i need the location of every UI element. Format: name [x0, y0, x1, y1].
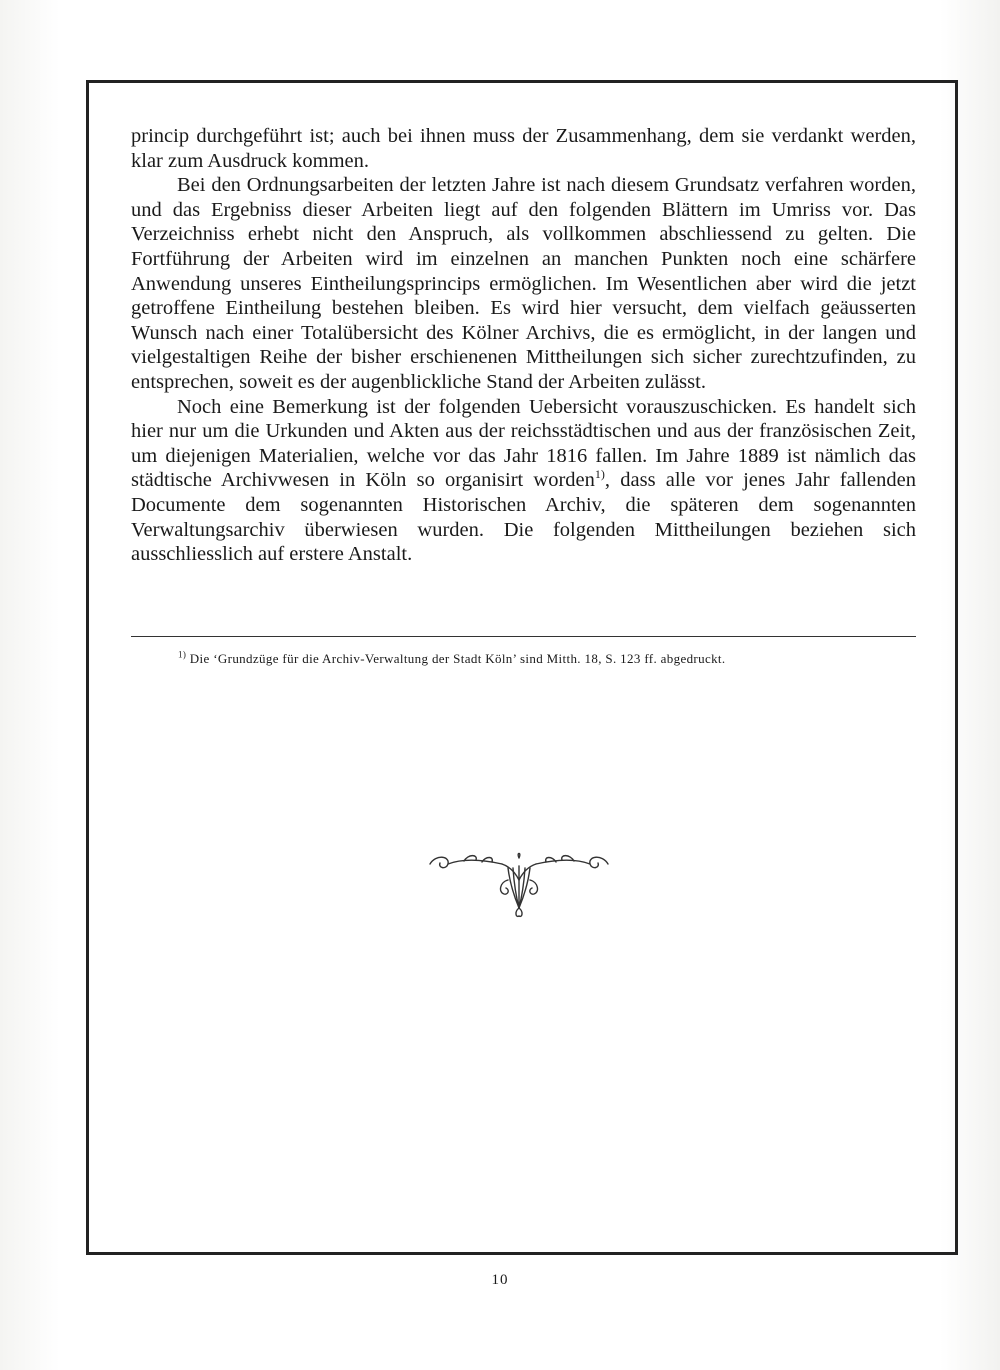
- page-number: 10: [491, 1272, 509, 1288]
- paragraph-1-text: princip durchgeführt ist; auch bei ihnen muss der Zusammenhang, dem sie verdankt werden, klar zum Ausdruck kommen.: [131, 125, 916, 172]
- paragraph-3-text-start: Noch eine Bemerkung ist der folgenden Uebersicht vorauszuschicken. Es handelt sich hier nur um die Urkunden und Akten aus der reichsstädtischen und aus der französischen Zeit, um diejenigen Materialien, welche vor das Jahr 1816 fallen. Im Jahre 1889 ist nämlich das städtische Archivwesen in Köln so organisirt worden: [131, 395, 916, 492]
- floral-ornament-icon: [424, 850, 614, 920]
- footnote-text: Die ‘Grundzüge für die Archiv-Verwaltung der Stadt Köln’ sind Mitth. 18, S. 123 ff. abgedruckt.: [186, 651, 726, 666]
- body-text: [131, 124, 916, 567]
- footnote: [178, 650, 918, 668]
- paragraph-2: [131, 173, 916, 394]
- footnote-divider: [131, 636, 916, 637]
- footnote-reference: 1): [594, 467, 605, 482]
- paragraph-3: [131, 395, 916, 567]
- paragraph-1: [131, 124, 916, 173]
- paragraph-2-text: Bei den Ordnungsarbeiten der letzten Jahre ist nach diesem Grundsatz verfahren worden, und das Ergebniss dieser Arbeiten liegt auf den folgenden Blättern im Umriss vor. Das Verzeichniss erhebt nicht den Anspruch, als vollkommen abschliessend zu gelten. Die Fortführung der Arbeiten wird im einzelnen an manchen Punkten noch eine schärfere Anwendung unseres Eintheilungsprincips ermöglichen. Im Wesentlichen aber wird die jetzt getroffene Eintheilung bestehen bleiben. Es wird hier versucht, dem vielfach geäusserten Wunsch nach einer Totalübersicht des Kölner Archivs, die es ermöglicht, in der langen und vielgestaltigen Reihe der bisher erschienenen Mittheilungen sich sicher zurechtzufinden, zu entsprechen, soweit es der augenblickliche Stand der Arbeiten zulässt.: [131, 174, 916, 393]
- footnote-mark: 1): [178, 649, 187, 660]
- paragraph-3-text-end: , dass alle vor jenes Jahr fallenden Documente dem sogenannten Historischen Archiv, die späteren dem sogenannten Verwaltungsarchiv überwiesen wurden. Die folgenden Mittheilungen beziehen sich ausschliesslich auf erstere Anstalt.: [131, 469, 917, 566]
